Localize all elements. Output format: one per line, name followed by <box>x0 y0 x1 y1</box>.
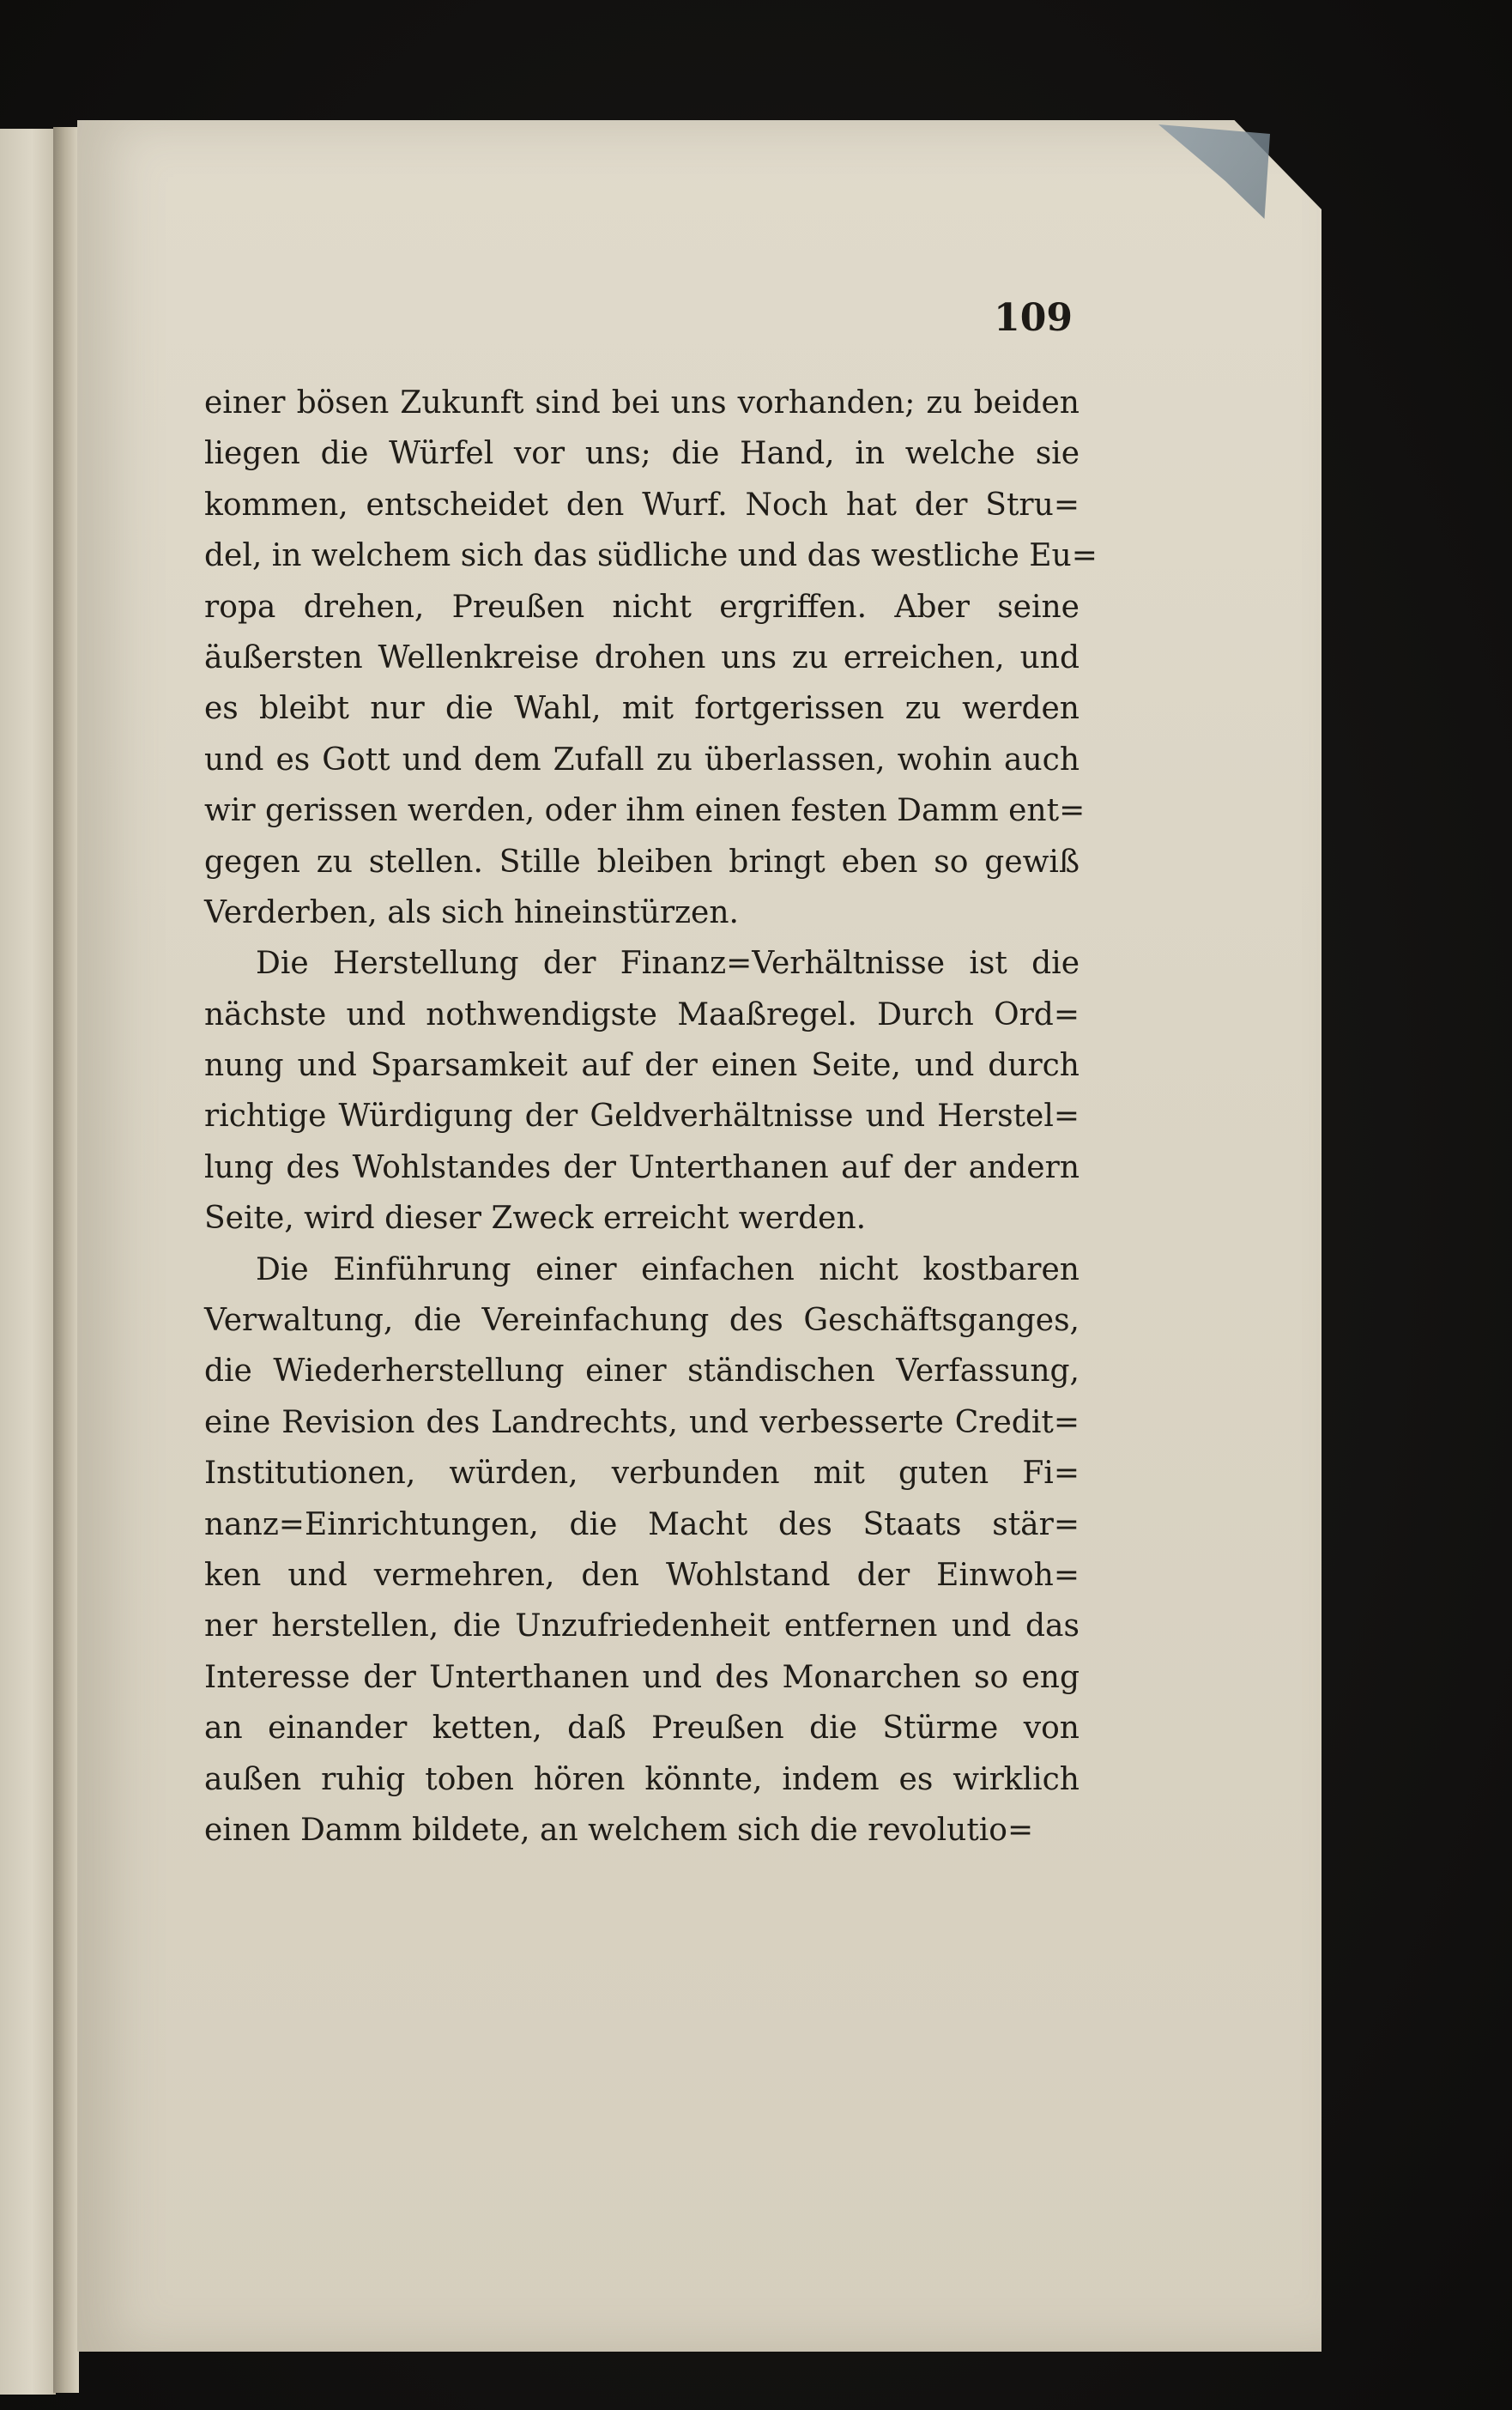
text-line: Interesse der Unterthanen und des Monarchen so eng <box>204 1659 1080 1695</box>
text-line: und es Gott und dem Zufall zu überlassen, wohin auch <box>204 742 1080 778</box>
text-line: ropa drehen, Preußen nicht ergriffen. Aber seine <box>204 589 1080 625</box>
text-line: richtige Würdigung der Geldverhältnisse und Herstel= <box>204 1099 1080 1135</box>
text-line: nung und Sparsamkeit auf der einen Seite, und durch <box>204 1048 1080 1084</box>
text-line: einer bösen Zukunft sind bei uns vorhanden; zu beiden <box>204 385 1080 421</box>
page-text <box>204 378 1098 1856</box>
text-line: nächste und nothwendigste Maaßregel. Durch Ord= <box>204 996 1080 1032</box>
text-line: kommen, entscheidet den Wurf. Noch hat der Stru= <box>204 487 1080 523</box>
paragraph-1 <box>204 378 1098 938</box>
text-line: Verwaltung, die Vereinfachung des Geschäftsganges, <box>204 1303 1080 1339</box>
facing-page-edge <box>0 129 56 2395</box>
text-line: lung des Wohlstandes der Unterthanen auf der andern <box>204 1149 1080 1185</box>
text-line: Institutionen, würden, verbunden mit guten Fi= <box>204 1456 1080 1492</box>
text-line: äußersten Wellenkreise drohen uns zu erreichen, und <box>204 639 1080 675</box>
text-line: an einander ketten, daß Preußen die Stürme von <box>204 1711 1080 1747</box>
text-line: Verderben, als sich hineinstürzen. <box>204 894 739 930</box>
text-line: nanz=Einrichtungen, die Macht des Staats stär= <box>204 1506 1080 1542</box>
text-line: Seite, wird dieser Zweck erreicht werden. <box>204 1201 867 1237</box>
text-line: ken und vermehren, den Wohlstand der Einwoh= <box>204 1557 1080 1593</box>
text-line: die Wiederherstellung einer ständischen Verfassung, <box>204 1353 1080 1390</box>
text-line: es bleibt nur die Wahl, mit fortgerissen zu werden <box>204 691 1080 727</box>
paragraph-3 <box>204 1244 1080 1856</box>
text-line: wir gerissen werden, oder ihm einen festen Damm ent= <box>204 793 1086 829</box>
text-line: Die Einführung einer einfachen nicht kostbaren <box>256 1251 1080 1287</box>
text-line: ner herstellen, die Unzufriedenheit entfernen und das <box>204 1608 1080 1644</box>
text-line: eine Revision des Landrechts, und verbesserte Credit= <box>204 1404 1080 1440</box>
text-line: gegen zu stellen. Stille bleiben bringt eben so gewiß <box>204 844 1080 880</box>
text-line: del, in welchem sich das südliche und das westliche Eu= <box>204 538 1098 574</box>
text-line: einen Damm bildete, an welchem sich die revolutio= <box>204 1812 1034 1848</box>
page-number: 109 <box>994 296 1073 340</box>
book-gutter <box>53 127 79 2393</box>
text-line: Die Herstellung der Finanz=Verhältnisse ist die <box>256 946 1080 982</box>
text-line: liegen die Würfel vor uns; die Hand, in welche sie <box>204 436 1080 472</box>
text-line: außen ruhig toben hören könnte, indem es wirklich <box>204 1761 1080 1797</box>
paragraph-2 <box>204 938 1080 1244</box>
